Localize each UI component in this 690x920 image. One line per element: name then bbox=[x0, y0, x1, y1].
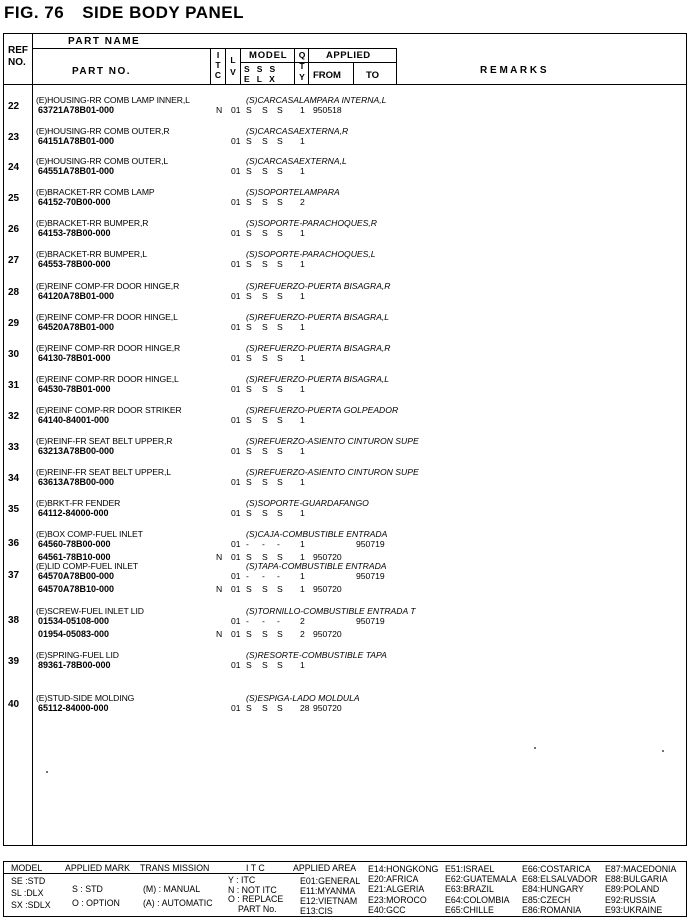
remark-text: (S)SOPORTE-PARACHOQUES,R bbox=[246, 218, 377, 228]
model-mark: S bbox=[262, 415, 268, 425]
applied-from: 950720 bbox=[313, 703, 342, 713]
level-code: 01 bbox=[231, 197, 241, 207]
remark-text: (S)RESORTE-COMBUSTIBLE TAPA bbox=[246, 650, 387, 660]
part-name: (E)SCREW-FUEL INLET LID bbox=[36, 606, 144, 616]
model-mark: S bbox=[246, 415, 252, 425]
scan-speck bbox=[46, 771, 48, 773]
parts-table bbox=[3, 33, 687, 846]
model-mark: S bbox=[246, 136, 252, 146]
quantity: 2 bbox=[300, 629, 305, 639]
legend-model-header: MODEL bbox=[11, 863, 43, 873]
part-number: 64570A78B10-000 bbox=[38, 584, 115, 594]
header-ref-no: REF NO. bbox=[8, 45, 28, 68]
model-mark: S bbox=[277, 166, 283, 176]
remark-text: (S)TAPA-COMBUSTIBLE ENTRADA bbox=[246, 561, 387, 571]
level-code: 01 bbox=[231, 508, 241, 518]
ref-number: 27 bbox=[8, 255, 20, 266]
applied-from: 950720 bbox=[313, 552, 342, 562]
part-number: 89361-78B00-000 bbox=[38, 660, 111, 670]
ref-number: 34 bbox=[8, 473, 20, 484]
col-divider-applied bbox=[308, 48, 309, 84]
model-mark: S bbox=[277, 415, 283, 425]
part-name: (E)SPRING-FUEL LID bbox=[36, 650, 119, 660]
quantity: 1 bbox=[300, 584, 305, 594]
part-name: (E)REINF COMP-RR DOOR HINGE,R bbox=[36, 343, 181, 353]
part-name: (E)REINF COMP-RR DOOR STRIKER bbox=[36, 405, 182, 415]
model-mark: S bbox=[262, 703, 268, 713]
model-mark: - bbox=[246, 539, 249, 549]
header-model: MODEL bbox=[249, 50, 288, 61]
model-mark: S bbox=[262, 291, 268, 301]
part-number: 64151A78B01-000 bbox=[38, 136, 115, 146]
ref-number: 39 bbox=[8, 656, 20, 667]
quantity: 1 bbox=[300, 291, 305, 301]
remark-text: (S)REFUERZO-PUERTA BISAGRA,L bbox=[246, 312, 390, 322]
remark-text: (S)CARCASAEXTERNA,L bbox=[246, 156, 347, 166]
ref-number: 23 bbox=[8, 132, 20, 143]
part-name: (E)BRACKET-RR COMB LAMP bbox=[36, 187, 155, 197]
quantity: 1 bbox=[300, 322, 305, 332]
remark-text: (S)CAJA-COMBUSTIBLE ENTRADA bbox=[246, 529, 388, 539]
model-mark: S bbox=[277, 291, 283, 301]
model-mark: S bbox=[262, 384, 268, 394]
model-mark: S bbox=[246, 703, 252, 713]
header-from: FROM bbox=[313, 70, 341, 81]
part-number: 64530-78B01-000 bbox=[38, 384, 111, 394]
quantity: 1 bbox=[300, 353, 305, 363]
level-code: 01 bbox=[231, 259, 241, 269]
part-name: (E)STUD-SIDE MOLDING bbox=[36, 693, 135, 703]
level-code: 01 bbox=[231, 353, 241, 363]
model-mark: S bbox=[246, 660, 252, 670]
remark-text: (S)REFUERZO-PUERTA BISAGRA,R bbox=[246, 343, 391, 353]
part-number: 64561-78B10-000 bbox=[38, 552, 111, 562]
model-mark: S bbox=[246, 197, 252, 207]
level-code: 01 bbox=[231, 552, 241, 562]
remark-text: (S)REFUERZO-PUERTA BISAGRA,L bbox=[246, 374, 390, 384]
level-code: 01 bbox=[231, 136, 241, 146]
model-mark: S bbox=[246, 291, 252, 301]
level-code: 01 bbox=[231, 477, 241, 487]
part-number: 63613A78B00-000 bbox=[38, 477, 115, 487]
level-code: 01 bbox=[231, 539, 241, 549]
legend-applied-mark-header: APPLIED MARK bbox=[65, 863, 131, 873]
model-mark: S bbox=[262, 552, 268, 562]
model-mark: S bbox=[277, 259, 283, 269]
model-mark: S bbox=[277, 322, 283, 332]
ref-number: 31 bbox=[8, 380, 20, 391]
ref-number: 38 bbox=[8, 615, 20, 626]
ref-number: 26 bbox=[8, 224, 20, 235]
part-number: 64120A78B01-000 bbox=[38, 291, 115, 301]
part-name: (E)LID COMP-FUEL INLET bbox=[36, 561, 139, 571]
model-mark: S bbox=[277, 552, 283, 562]
model-mark: S bbox=[277, 197, 283, 207]
quantity: 1 bbox=[300, 508, 305, 518]
header-lv: L V bbox=[230, 55, 236, 77]
model-mark: S bbox=[262, 228, 268, 238]
level-code: 01 bbox=[231, 446, 241, 456]
level-code: 01 bbox=[231, 660, 241, 670]
ref-number: 22 bbox=[8, 101, 20, 112]
legend-applied-marks: S : STD O : OPTION bbox=[72, 884, 120, 908]
legend-itc-header: I T C bbox=[246, 863, 265, 873]
model-mark: S bbox=[246, 259, 252, 269]
legend-area-col-5: E87:MACEDONIA E88:BULGARIA E89:POLAND E92:RUSSIA E93:UKRAINE bbox=[605, 864, 677, 915]
quantity: 1 bbox=[300, 228, 305, 238]
level-code: 01 bbox=[231, 703, 241, 713]
part-name: (E)REINF COMP-FR DOOR HINGE,L bbox=[36, 312, 178, 322]
model-mark: S bbox=[246, 552, 252, 562]
figure-number: FIG. 76 bbox=[4, 3, 65, 22]
part-name: (E)BRACKET-RR BUMPER,R bbox=[36, 218, 149, 228]
part-name: (E)REINF COMP-FR DOOR HINGE,R bbox=[36, 281, 180, 291]
model-mark: S bbox=[246, 477, 252, 487]
applied-from: 950720 bbox=[313, 584, 342, 594]
ref-number: 32 bbox=[8, 411, 20, 422]
applied-from: 950518 bbox=[313, 105, 342, 115]
header-model-cols: S S S E L X bbox=[244, 64, 276, 84]
ref-number: 24 bbox=[8, 162, 20, 173]
header-rule-1 bbox=[32, 48, 396, 49]
remark-text: (S)ESPIGA-LADO MOLDULA bbox=[246, 693, 360, 703]
header-applied: APPLIED bbox=[326, 50, 371, 61]
part-name: (E)REINF COMP-RR DOOR HINGE,L bbox=[36, 374, 179, 384]
model-mark: S bbox=[246, 353, 252, 363]
col-divider-model bbox=[240, 48, 241, 84]
model-mark: S bbox=[277, 584, 283, 594]
header-qty: Q T Y bbox=[298, 50, 306, 82]
remark-text: (S)CARCASALAMPARA INTERNA,L bbox=[246, 95, 387, 105]
model-mark: S bbox=[262, 197, 268, 207]
legend-trans: (M) : MANUAL (A) : AUTOMATIC bbox=[143, 884, 213, 908]
quantity: 1 bbox=[300, 415, 305, 425]
ref-number: 30 bbox=[8, 349, 20, 360]
level-code: 01 bbox=[231, 629, 241, 639]
model-mark: S bbox=[262, 660, 268, 670]
level-code: 01 bbox=[231, 105, 241, 115]
part-number: 63721A78B01-000 bbox=[38, 105, 115, 115]
quantity: 1 bbox=[300, 660, 305, 670]
model-mark: S bbox=[262, 259, 268, 269]
model-mark: S bbox=[277, 353, 283, 363]
quantity: 2 bbox=[300, 197, 305, 207]
quantity: 1 bbox=[300, 477, 305, 487]
model-mark: S bbox=[262, 477, 268, 487]
model-mark: S bbox=[277, 446, 283, 456]
itc-code: N bbox=[216, 105, 223, 115]
model-mark: S bbox=[246, 508, 252, 518]
itc-code: N bbox=[216, 552, 223, 562]
ref-number: 28 bbox=[8, 287, 20, 298]
part-name: (E)BRKT-FR FENDER bbox=[36, 498, 121, 508]
part-number: 64153-78B00-000 bbox=[38, 228, 111, 238]
header-part-no: PART NO. bbox=[72, 66, 132, 77]
remark-text: (S)REFUERZO-PUERTA GOLPEADOR bbox=[246, 405, 399, 415]
model-mark: - bbox=[262, 539, 265, 549]
part-number: 64130-78B01-000 bbox=[38, 353, 111, 363]
model-mark: S bbox=[262, 584, 268, 594]
part-name: (E)HOUSING-RR COMB OUTER,R bbox=[36, 126, 170, 136]
model-mark: S bbox=[277, 629, 283, 639]
model-mark: S bbox=[262, 353, 268, 363]
legend-footer bbox=[3, 861, 687, 917]
ref-number: 35 bbox=[8, 504, 20, 515]
quantity: 1 bbox=[300, 105, 305, 115]
part-name: (E)REINF-FR SEAT BELT UPPER,L bbox=[36, 467, 171, 477]
figure-title bbox=[4, 3, 244, 23]
model-mark: S bbox=[246, 105, 252, 115]
applied-to: 950719 bbox=[356, 539, 385, 549]
model-mark: S bbox=[277, 660, 283, 670]
part-number: 01954-05083-000 bbox=[38, 629, 110, 639]
model-mark: S bbox=[246, 384, 252, 394]
model-mark: S bbox=[262, 629, 268, 639]
part-name: (E)BRACKET-RR BUMPER,L bbox=[36, 249, 147, 259]
model-mark: S bbox=[277, 136, 283, 146]
model-mark: S bbox=[246, 584, 252, 594]
quantity: 1 bbox=[300, 384, 305, 394]
part-name: (E)HOUSING-RR COMB OUTER,L bbox=[36, 156, 169, 166]
model-mark: S bbox=[246, 166, 252, 176]
model-mark: - bbox=[246, 616, 249, 626]
legend-itc: Y : ITC N : NOT ITC O : REPLACE PART No. bbox=[228, 875, 284, 914]
applied-to: 950719 bbox=[356, 616, 385, 626]
part-name: (E)HOUSING-RR COMB LAMP INNER,L bbox=[36, 95, 190, 105]
remark-text: (S)TORNILLO-COMBUSTIBLE ENTRADA T bbox=[246, 606, 416, 616]
col-divider-lv bbox=[225, 48, 226, 84]
model-mark: S bbox=[246, 629, 252, 639]
model-mark: S bbox=[246, 228, 252, 238]
model-mark: S bbox=[262, 166, 268, 176]
part-number: 64551A78B01-000 bbox=[38, 166, 115, 176]
header-part-name: PART NAME bbox=[68, 36, 141, 47]
ref-number: 33 bbox=[8, 442, 20, 453]
itc-code: N bbox=[216, 629, 223, 639]
part-name: (E)BOX COMP-FUEL INLET bbox=[36, 529, 143, 539]
header-rule-bottom bbox=[4, 84, 686, 85]
level-code: 01 bbox=[231, 291, 241, 301]
model-mark: - bbox=[277, 539, 280, 549]
level-code: 01 bbox=[231, 166, 241, 176]
level-code: 01 bbox=[231, 616, 241, 626]
model-mark: S bbox=[262, 322, 268, 332]
col-divider-itc bbox=[210, 48, 211, 84]
level-code: 01 bbox=[231, 384, 241, 394]
legend-models: SE :STD SL :DLX SX :SDLX bbox=[11, 876, 51, 910]
model-mark: S bbox=[246, 322, 252, 332]
header-rule-2 bbox=[240, 62, 396, 63]
ref-number: 36 bbox=[8, 538, 20, 549]
remark-text: (S)SOPORTE-PARACHOQUES,L bbox=[246, 249, 376, 259]
part-number: 65112-84000-000 bbox=[38, 703, 109, 713]
part-number: 63213A78B00-000 bbox=[38, 446, 115, 456]
level-code: 01 bbox=[231, 584, 241, 594]
model-mark: S bbox=[262, 446, 268, 456]
part-number: 64560-78B00-000 bbox=[38, 539, 111, 549]
model-mark: S bbox=[262, 508, 268, 518]
header-remarks: R E M A R K S bbox=[480, 65, 547, 76]
model-mark: S bbox=[277, 477, 283, 487]
level-code: 01 bbox=[231, 228, 241, 238]
quantity: 1 bbox=[300, 136, 305, 146]
part-number: 64152-70B00-000 bbox=[38, 197, 111, 207]
model-mark: S bbox=[262, 105, 268, 115]
remark-text: (S)CARCASAEXTERNA,R bbox=[246, 126, 349, 136]
col-divider-ref bbox=[32, 34, 33, 845]
part-number: 64520A78B01-000 bbox=[38, 322, 115, 332]
quantity: 1 bbox=[300, 539, 305, 549]
legend-area-col-3: E51:ISRAEL E62:GUATEMALA E63:BRAZIL E64:COLOMBIA E65:CHILLE bbox=[445, 864, 517, 915]
itc-code: N bbox=[216, 584, 223, 594]
remark-text: (S)REFUERZO-PUERTA BISAGRA,R bbox=[246, 281, 391, 291]
ref-number: 25 bbox=[8, 193, 20, 204]
model-mark: - bbox=[246, 571, 249, 581]
part-number: 64112-84000-000 bbox=[38, 508, 109, 518]
ref-number: 37 bbox=[8, 570, 20, 581]
figure-name: SIDE BODY PANEL bbox=[82, 3, 244, 22]
legend-area-header: APPLIED AREA bbox=[293, 863, 357, 873]
quantity: 1 bbox=[300, 446, 305, 456]
legend-area-col-4: E66:COSTARICA E68:ELSALVADOR E84:HUNGARY E85:CZECH E86:ROMANIA bbox=[522, 864, 598, 915]
level-code: 01 bbox=[231, 571, 241, 581]
header-to: TO bbox=[366, 70, 380, 81]
remark-text: (S)SOPORTELAMPARA bbox=[246, 187, 340, 197]
legend-area-col-2: E14:HONGKONG E20:AFRICA E21:ALGERIA E23:MOROCO E40:GCC bbox=[368, 864, 439, 915]
quantity: 1 bbox=[300, 166, 305, 176]
model-mark: - bbox=[277, 571, 280, 581]
quantity: 1 bbox=[300, 571, 305, 581]
remark-text: (S)SOPORTE-GUARDAFANGO bbox=[246, 498, 369, 508]
part-number: 64570A78B00-000 bbox=[38, 571, 115, 581]
level-code: 01 bbox=[231, 415, 241, 425]
model-mark: S bbox=[277, 703, 283, 713]
level-code: 01 bbox=[231, 322, 241, 332]
ref-number: 29 bbox=[8, 318, 20, 329]
legend-area-col-1: E01:GENERAL E11:MYANMA E12:VIETNAM E13:CIS bbox=[300, 876, 361, 916]
model-mark: - bbox=[262, 571, 265, 581]
quantity: 1 bbox=[300, 259, 305, 269]
col-divider-remarks bbox=[396, 48, 397, 84]
model-mark: S bbox=[262, 136, 268, 146]
applied-from: 950720 bbox=[313, 629, 342, 639]
legend-trans-header: TRANS MISSION bbox=[140, 863, 210, 873]
header-itc: I T C bbox=[214, 50, 222, 80]
remark-text: (S)REFUERZO-ASIENTO CINTURON SUPE bbox=[246, 436, 419, 446]
model-mark: S bbox=[277, 105, 283, 115]
applied-to: 950719 bbox=[356, 571, 385, 581]
quantity: 28 bbox=[300, 703, 310, 713]
remark-text: (S)REFUERZO-ASIENTO CINTURON SUPE bbox=[246, 467, 419, 477]
model-mark: S bbox=[277, 228, 283, 238]
part-number: 64140-84001-000 bbox=[38, 415, 110, 425]
quantity: 2 bbox=[300, 616, 305, 626]
scan-speck bbox=[534, 747, 536, 749]
part-name: (E)REINF-FR SEAT BELT UPPER,R bbox=[36, 436, 173, 446]
scan-speck bbox=[662, 750, 664, 752]
model-mark: - bbox=[262, 616, 265, 626]
model-mark: S bbox=[246, 446, 252, 456]
model-mark: S bbox=[277, 384, 283, 394]
part-number: 64553-78B00-000 bbox=[38, 259, 111, 269]
legend-rule bbox=[4, 873, 304, 874]
model-mark: - bbox=[277, 616, 280, 626]
ref-number: 40 bbox=[8, 699, 20, 710]
col-divider-to bbox=[353, 62, 354, 84]
col-divider-qty bbox=[294, 48, 295, 84]
quantity: 1 bbox=[300, 552, 305, 562]
model-mark: S bbox=[277, 508, 283, 518]
part-number: 01534-05108-000 bbox=[38, 616, 110, 626]
